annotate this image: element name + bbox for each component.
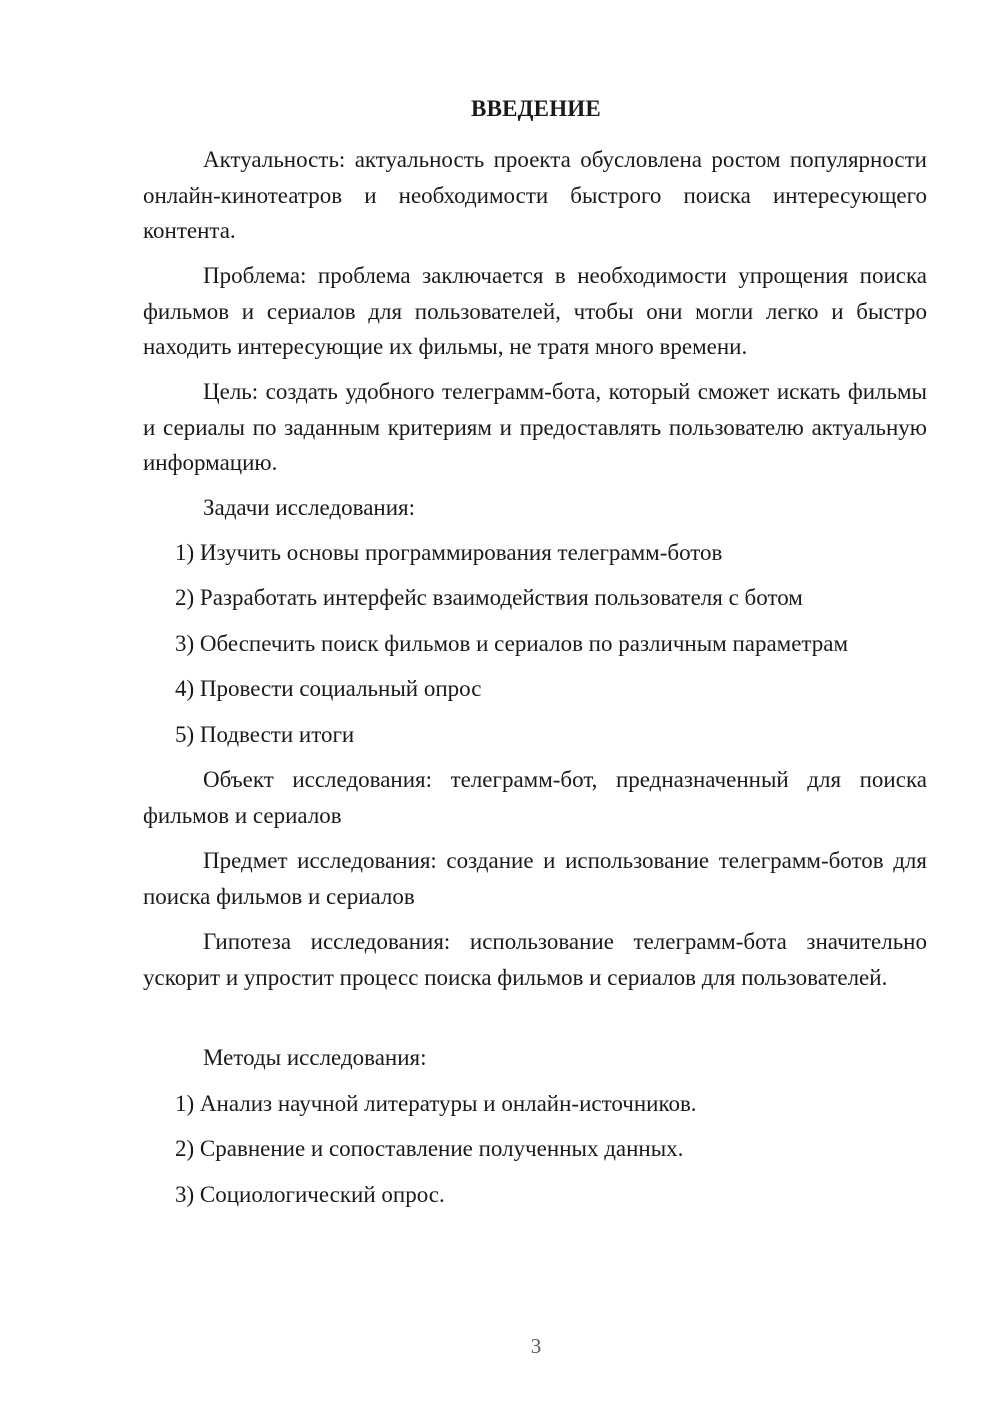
problem-paragraph: Проблема: проблема заключается в необходимости упрощения поиска фильмов и сериалов для пользователей, чтобы они могли легко и быстро находить интересующие их фильмы, не тратя много времени. bbox=[143, 263, 927, 359]
task-item-5: 5) Подвести итоги bbox=[175, 722, 355, 747]
tasks-heading: Задачи исследования: bbox=[203, 495, 416, 520]
page-number: 3 bbox=[530, 1334, 542, 1358]
task-item-3: 3) Обеспечить поиск фильмов и сериалов по различным параметрам bbox=[175, 631, 849, 656]
section-title: ВВЕДЕНИЕ bbox=[471, 96, 601, 121]
methods-heading: Методы исследования: bbox=[203, 1045, 427, 1070]
method-item-2: 2) Сравнение и сопоставление полученных данных. bbox=[175, 1136, 684, 1161]
task-item-2: 2) Разработать интерфейс взаимодействия пользователя с ботом bbox=[175, 585, 803, 610]
method-item-3: 3) Социологический опрос. bbox=[175, 1182, 445, 1207]
relevance-paragraph: Актуальность: актуальность проекта обусловлена ростом популярности онлайн-кинотеатров и необходимости быстрого поиска интересующего контента. bbox=[143, 147, 927, 243]
object-paragraph: Объект исследования: телеграмм-бот, предназначенный для поиска фильмов и сериалов bbox=[143, 767, 927, 828]
method-item-1: 1) Анализ научной литературы и онлайн-источников. bbox=[175, 1091, 697, 1116]
goal-paragraph: Цель: создать удобного телеграмм-бота, который сможет искать фильмы и сериалы по заданным критериям и предоставлять пользователю актуальную информацию. bbox=[143, 379, 927, 475]
task-item-4: 4) Провести социальный опрос bbox=[175, 676, 482, 701]
subject-paragraph: Предмет исследования: создание и использование телеграмм-ботов для поиска фильмов и сериалов bbox=[143, 848, 927, 909]
task-item-1: 1) Изучить основы программирования телеграмм-ботов bbox=[175, 540, 723, 565]
hypothesis-paragraph: Гипотеза исследования: использование телеграмм-бота значительно ускорит и упростит процесс поиска фильмов и сериалов для пользователей. bbox=[143, 929, 927, 990]
